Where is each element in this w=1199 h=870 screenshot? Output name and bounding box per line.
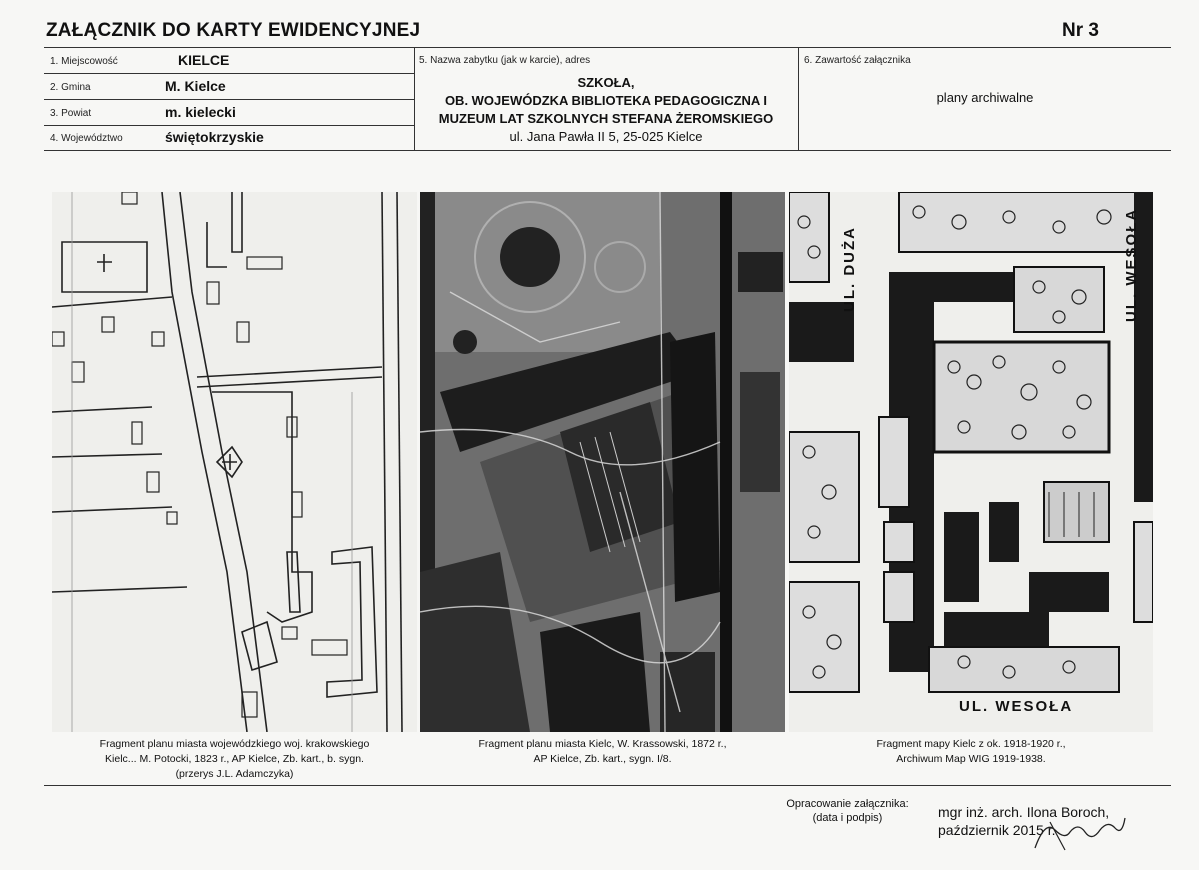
prepared-by-label	[770, 797, 925, 825]
attachment-content-label: 6. Zawartość załącznika	[804, 55, 911, 66]
monument-name	[414, 74, 798, 146]
map-1872-drawing	[420, 192, 785, 732]
attachment-content-value: plany archiwalne	[936, 90, 1034, 105]
field-value-locality: KIELCE	[178, 52, 230, 68]
table-row-divider	[44, 73, 414, 74]
caption-line: Fragment planu miasta Kielc, W. Krassowski, 1872 r.,	[478, 738, 727, 750]
author-date: październik 2015 r.	[938, 822, 1056, 838]
signature	[1030, 810, 1130, 855]
field-label-district: 3. Powiat	[50, 108, 92, 119]
monument-label: 5. Nazwa zabytku (jak w karcie), adres	[419, 55, 591, 66]
table-column-divider	[798, 47, 799, 151]
caption-line: Archiwum Map WIG 1919-1938.	[896, 753, 1046, 765]
table-row-divider	[44, 99, 414, 100]
field-label-voivodeship: 4. Województwo	[50, 133, 123, 144]
field-value-commune: M. Kielce	[165, 78, 226, 94]
map-1823	[52, 192, 417, 732]
author-name: mgr inż. arch. Ilona Boroch,	[938, 804, 1110, 820]
caption-line: AP Kielce, Zb. kart., sygn. I/8.	[533, 753, 672, 765]
page-title: ZAŁĄCZNIK DO KARTY EWIDENCYJNEJ	[46, 20, 421, 41]
field-value-district: m. kielecki	[165, 104, 236, 120]
field-label-commune: 2. Gmina	[50, 82, 91, 93]
table-row-divider	[44, 125, 414, 126]
map-1872	[420, 192, 785, 732]
monument-name-line: SZKOŁA,	[577, 75, 635, 90]
attachment-number: Nr 3	[1062, 20, 1099, 41]
caption-line: Fragment planu miasta wojewódzkiego woj. krakowskiego	[99, 738, 370, 750]
table-bottom-border	[44, 150, 1171, 151]
field-value-voivodeship: świętokrzyskie	[165, 129, 264, 145]
caption-line: (przerys J.L. Adamczyka)	[175, 768, 294, 780]
map-1918-caption	[789, 737, 1153, 767]
table-top-border	[44, 47, 1171, 48]
map-1918	[789, 192, 1153, 732]
street-label-wesola-horizontal: UL. WESOŁA	[959, 698, 1074, 715]
monument-name-line: OB. WOJEWÓDZKA BIBLIOTEKA PEDAGOGICZNA I	[444, 93, 768, 108]
caption-line: Kielc... M. Potocki, 1823 r., AP Kielce, Zb. kart., b. sygn.	[105, 753, 364, 765]
prepared-by-line: Opracowanie załącznika:	[786, 798, 909, 810]
map-1823-caption	[52, 737, 417, 782]
map-1872-caption	[420, 737, 785, 767]
field-label-locality: 1. Miejscowość	[50, 56, 118, 67]
monument-address: ul. Jana Pawła II 5, 25-025 Kielce	[509, 129, 703, 144]
caption-line: Fragment mapy Kielc z ok. 1918-1920 r.,	[876, 738, 1066, 750]
monument-name-line: MUZEUM LAT SZKOLNYCH STEFANA ŻEROMSKIEGO	[438, 111, 774, 126]
street-label-wesola-vertical: UL. WESOŁA	[1123, 207, 1140, 322]
street-label-duza: UL. DUŻA	[841, 226, 858, 312]
prepared-by-line: (data i podpis)	[812, 812, 883, 824]
footer-divider	[44, 785, 1171, 786]
map-1823-drawing	[52, 192, 417, 732]
